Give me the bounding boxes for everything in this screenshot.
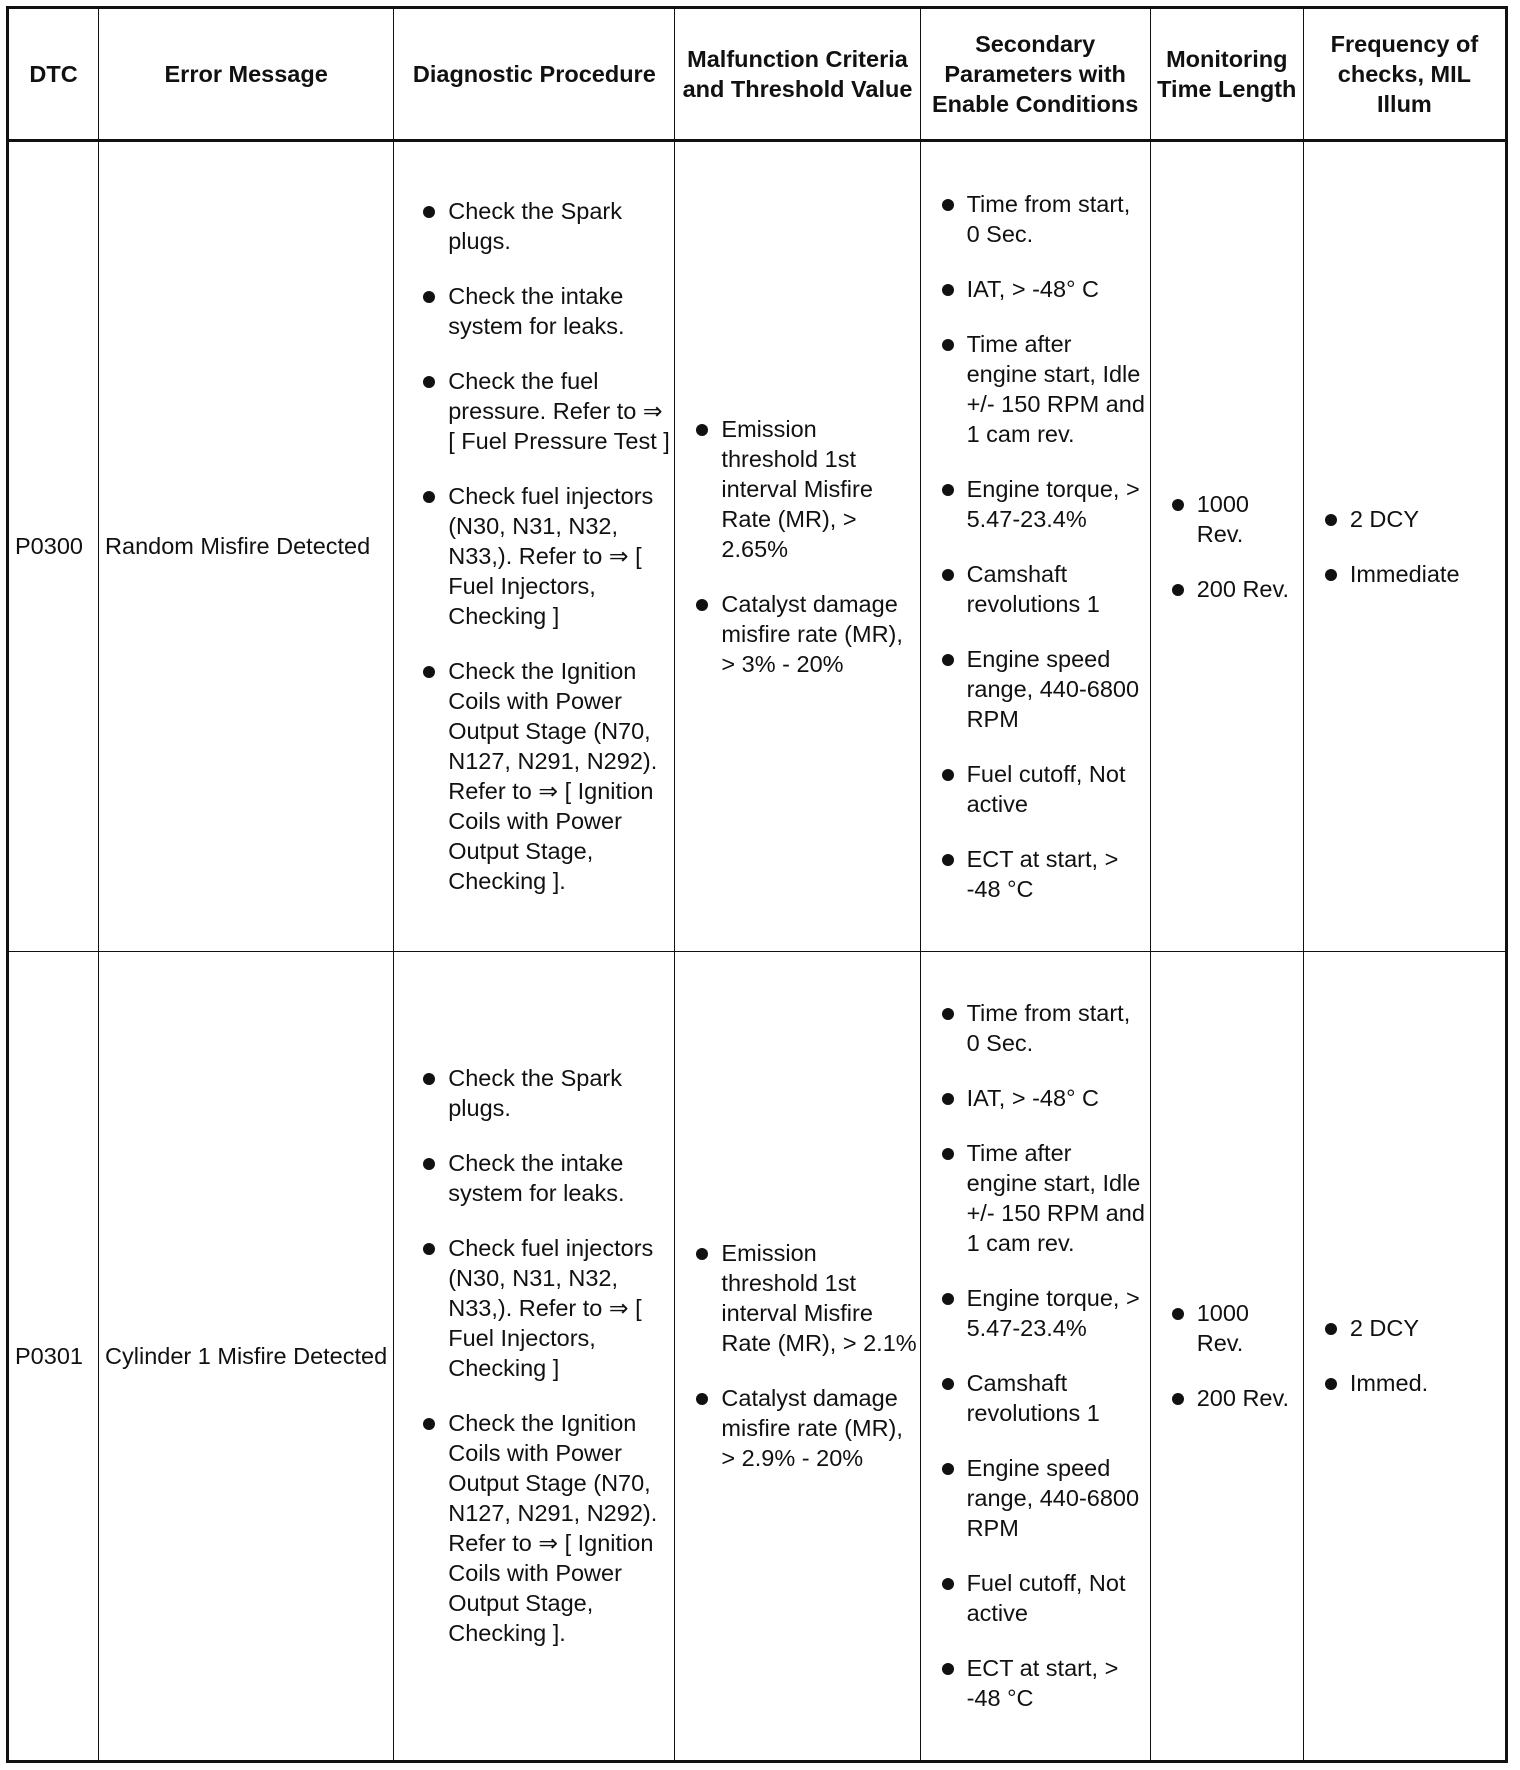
dtc-table xyxy=(6,6,1508,1763)
criteria-item: Emission threshold 1st interval Misfire Rate (MR), > 2.1% xyxy=(681,1238,917,1358)
criteria-item: Catalyst damage misfire rate (MR), > 3% - 20% xyxy=(681,589,917,679)
frequency-list xyxy=(1310,504,1503,589)
criteria-list xyxy=(681,1238,917,1473)
header-malfunction-criteria: Malfunction Criteria and Threshold Value xyxy=(675,8,920,141)
procedure-step: Check the Spark plugs. xyxy=(400,196,672,256)
table-row xyxy=(8,951,1507,1762)
monitoring-list xyxy=(1157,1298,1301,1413)
header-row xyxy=(8,8,1507,141)
monitoring-time xyxy=(1150,141,1303,952)
secondary-item: Camshaft revolutions 1 xyxy=(927,559,1148,619)
procedure-step: Check the Spark plugs. xyxy=(400,1063,672,1123)
procedure-step: Check the fuel pressure. Refer to ⇒ [ Fuel Pressure Test ] xyxy=(400,366,672,456)
header-monitoring-time: Monitoring Time Length xyxy=(1150,8,1303,141)
secondary-list xyxy=(927,189,1148,904)
procedure-step: Check fuel injectors (N30, N31, N32, N33,). Refer to ⇒ [ Fuel Injectors, Checking ] xyxy=(400,1233,672,1383)
procedure-step: Check the Ignition Coils with Power Output Stage (N70, N127, N291, N292). Refer to ⇒ [ Ignition Coils with Power Output Stage, Checking ]. xyxy=(400,656,672,896)
procedure-step: Check the intake system for leaks. xyxy=(400,1148,672,1208)
frequency xyxy=(1303,141,1506,952)
monitoring-list xyxy=(1157,489,1301,604)
secondary-item: Time from start, 0 Sec. xyxy=(927,998,1148,1058)
secondary-item: Camshaft revolutions 1 xyxy=(927,1368,1148,1428)
criteria-list xyxy=(681,414,917,679)
monitoring-item: 1000 Rev. xyxy=(1157,1298,1301,1358)
secondary-item: Time after engine start, Idle +/- 150 RPM and 1 cam rev. xyxy=(927,329,1148,449)
criteria-item: Emission threshold 1st interval Misfire Rate (MR), > 2.65% xyxy=(681,414,917,564)
malfunction-criteria xyxy=(675,141,920,952)
procedure-step: Check the intake system for leaks. xyxy=(400,281,672,341)
malfunction-criteria xyxy=(675,951,920,1762)
procedure-step: Check the Ignition Coils with Power Output Stage (N70, N127, N291, N292). Refer to ⇒ [ Ignition Coils with Power Output Stage, Checking ]. xyxy=(400,1408,672,1648)
table-row xyxy=(8,141,1507,952)
frequency-item: Immediate xyxy=(1310,559,1503,589)
procedure-step: Check fuel injectors (N30, N31, N32, N33,). Refer to ⇒ [ Fuel Injectors, Checking ] xyxy=(400,481,672,631)
secondary-item: IAT, > -48° C xyxy=(927,274,1148,304)
secondary-list xyxy=(927,998,1148,1713)
error-message: Cylinder 1 Misfire Detected xyxy=(99,951,394,1762)
secondary-item: Engine torque, > 5.47-23.4% xyxy=(927,1283,1148,1343)
error-message: Random Misfire Detected xyxy=(99,141,394,952)
header-frequency: Frequency of checks, MIL Illum xyxy=(1303,8,1506,141)
secondary-item: IAT, > -48° C xyxy=(927,1083,1148,1113)
dtc-code: P0301 xyxy=(8,951,99,1762)
procedure-list xyxy=(400,1063,672,1648)
monitoring-item: 200 Rev. xyxy=(1157,1383,1301,1413)
dtc-code: P0300 xyxy=(8,141,99,952)
secondary-item: Engine speed range, 440-6800 RPM xyxy=(927,644,1148,734)
monitoring-item: 200 Rev. xyxy=(1157,574,1301,604)
secondary-item: ECT at start, > -48 °C xyxy=(927,1653,1148,1713)
frequency-item: Immed. xyxy=(1310,1368,1503,1398)
secondary-item: Time after engine start, Idle +/- 150 RPM and 1 cam rev. xyxy=(927,1138,1148,1258)
secondary-item: Fuel cutoff, Not active xyxy=(927,759,1148,819)
criteria-item: Catalyst damage misfire rate (MR), > 2.9% - 20% xyxy=(681,1383,917,1473)
frequency xyxy=(1303,951,1506,1762)
monitoring-item: 1000 Rev. xyxy=(1157,489,1301,549)
diagnostic-procedure xyxy=(394,141,675,952)
secondary-parameters xyxy=(920,141,1150,952)
frequency-item: 2 DCY xyxy=(1310,504,1503,534)
procedure-list xyxy=(400,196,672,896)
header-secondary-parameters: Secondary Parameters with Enable Conditions xyxy=(920,8,1150,141)
header-error-message: Error Message xyxy=(99,8,394,141)
secondary-item: Time from start, 0 Sec. xyxy=(927,189,1148,249)
secondary-parameters xyxy=(920,951,1150,1762)
frequency-list xyxy=(1310,1313,1503,1398)
monitoring-time xyxy=(1150,951,1303,1762)
header-dtc: DTC xyxy=(8,8,99,141)
secondary-item: Engine speed range, 440-6800 RPM xyxy=(927,1453,1148,1543)
secondary-item: Fuel cutoff, Not active xyxy=(927,1568,1148,1628)
header-diagnostic-procedure: Diagnostic Procedure xyxy=(394,8,675,141)
frequency-item: 2 DCY xyxy=(1310,1313,1503,1343)
diagnostic-procedure xyxy=(394,951,675,1762)
secondary-item: ECT at start, > -48 °C xyxy=(927,844,1148,904)
secondary-item: Engine torque, > 5.47-23.4% xyxy=(927,474,1148,534)
